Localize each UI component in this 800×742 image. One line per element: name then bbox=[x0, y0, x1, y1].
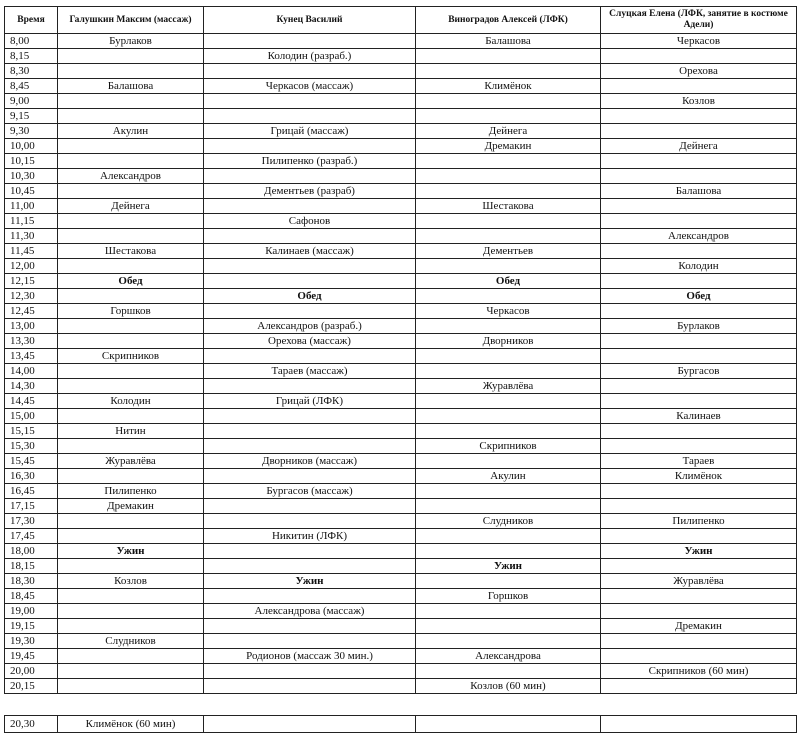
cell-kunets bbox=[204, 274, 416, 289]
time-cell: 16,45 bbox=[5, 484, 58, 499]
cell-galushkin bbox=[58, 649, 204, 664]
cell-vinogradov bbox=[416, 619, 601, 634]
cell-vinogradov: Александрова bbox=[416, 649, 601, 664]
cell-galushkin bbox=[58, 64, 204, 79]
cell-galushkin bbox=[58, 409, 204, 424]
cell-slutskaya bbox=[601, 79, 797, 94]
table-row bbox=[5, 79, 797, 94]
cell-vinogradov bbox=[416, 289, 601, 304]
table-row bbox=[5, 364, 797, 379]
time-cell: 18,30 bbox=[5, 574, 58, 589]
cell-kunets bbox=[204, 139, 416, 154]
cell-kunets bbox=[204, 716, 416, 733]
cell-galushkin: Дремакин bbox=[58, 499, 204, 514]
time-cell: 18,15 bbox=[5, 559, 58, 574]
table-row bbox=[5, 529, 797, 544]
time-cell: 20,15 bbox=[5, 679, 58, 694]
time-cell: 15,30 bbox=[5, 439, 58, 454]
cell-vinogradov bbox=[416, 409, 601, 424]
cell-galushkin: Колодин bbox=[58, 394, 204, 409]
cell-vinogradov: Козлов (60 мин) bbox=[416, 679, 601, 694]
cell-galushkin bbox=[58, 154, 204, 169]
cell-kunets bbox=[204, 34, 416, 49]
cell-slutskaya: Черкасов bbox=[601, 34, 797, 49]
table-row bbox=[5, 559, 797, 574]
time-cell: 12,45 bbox=[5, 304, 58, 319]
header-slutskaya: Слуцкая Елена (ЛФК, занятие в костюме Адели) bbox=[601, 7, 797, 34]
cell-vinogradov bbox=[416, 109, 601, 124]
cell-kunets: Калинаев (массаж) bbox=[204, 244, 416, 259]
schedule-table bbox=[4, 6, 797, 694]
extra-row-table bbox=[4, 715, 797, 733]
cell-galushkin: Климёнок (60 мин) bbox=[58, 716, 204, 733]
table-row bbox=[5, 319, 797, 334]
cell-galushkin: Горшков bbox=[58, 304, 204, 319]
table-row bbox=[5, 394, 797, 409]
cell-galushkin bbox=[58, 319, 204, 334]
table-row bbox=[5, 184, 797, 199]
cell-vinogradov: Черкасов bbox=[416, 304, 601, 319]
header-vinogradov: Виноградов Алексей (ЛФК) bbox=[416, 7, 601, 34]
cell-slutskaya: Дейнега bbox=[601, 139, 797, 154]
cell-vinogradov bbox=[416, 574, 601, 589]
cell-galushkin bbox=[58, 529, 204, 544]
table-row bbox=[5, 34, 797, 49]
cell-galushkin: Ужин bbox=[58, 544, 204, 559]
time-cell: 12,30 bbox=[5, 289, 58, 304]
cell-galushkin: Бурлаков bbox=[58, 34, 204, 49]
cell-slutskaya: Козлов bbox=[601, 94, 797, 109]
time-cell: 12,00 bbox=[5, 259, 58, 274]
header-galushkin: Галушкин Максим (массаж) bbox=[58, 7, 204, 34]
cell-slutskaya: Климёнок bbox=[601, 469, 797, 484]
cell-kunets bbox=[204, 379, 416, 394]
cell-vinogradov bbox=[416, 454, 601, 469]
cell-kunets: Александрова (массаж) bbox=[204, 604, 416, 619]
cell-slutskaya bbox=[601, 499, 797, 514]
cell-slutskaya: Журавлёва bbox=[601, 574, 797, 589]
cell-vinogradov bbox=[416, 716, 601, 733]
time-cell: 13,30 bbox=[5, 334, 58, 349]
time-cell: 16,30 bbox=[5, 469, 58, 484]
cell-slutskaya bbox=[601, 214, 797, 229]
cell-vinogradov bbox=[416, 214, 601, 229]
cell-slutskaya: Дремакин bbox=[601, 619, 797, 634]
table-row bbox=[5, 49, 797, 64]
cell-vinogradov bbox=[416, 349, 601, 364]
cell-slutskaya bbox=[601, 589, 797, 604]
cell-vinogradov bbox=[416, 364, 601, 379]
cell-kunets bbox=[204, 94, 416, 109]
table-row bbox=[5, 169, 797, 184]
cell-slutskaya: Скрипников (60 мин) bbox=[601, 664, 797, 679]
cell-vinogradov: Журавлёва bbox=[416, 379, 601, 394]
cell-slutskaya bbox=[601, 604, 797, 619]
schedule-sheet bbox=[4, 6, 796, 694]
cell-vinogradov bbox=[416, 484, 601, 499]
cell-slutskaya bbox=[601, 559, 797, 574]
header-time: Время bbox=[5, 7, 58, 34]
table-row bbox=[5, 304, 797, 319]
table-row bbox=[5, 454, 797, 469]
cell-slutskaya: Орехова bbox=[601, 64, 797, 79]
cell-kunets bbox=[204, 499, 416, 514]
table-row bbox=[5, 139, 797, 154]
time-cell: 8,00 bbox=[5, 34, 58, 49]
table-row bbox=[5, 514, 797, 529]
cell-kunets bbox=[204, 664, 416, 679]
cell-galushkin: Скрипников bbox=[58, 349, 204, 364]
cell-kunets: Бургасов (массаж) bbox=[204, 484, 416, 499]
cell-vinogradov: Ужин bbox=[416, 559, 601, 574]
cell-slutskaya bbox=[601, 49, 797, 64]
cell-slutskaya bbox=[601, 634, 797, 649]
cell-galushkin: Журавлёва bbox=[58, 454, 204, 469]
time-cell: 17,45 bbox=[5, 529, 58, 544]
table-row bbox=[5, 619, 797, 634]
cell-vinogradov bbox=[416, 64, 601, 79]
cell-galushkin bbox=[58, 664, 204, 679]
time-cell: 15,15 bbox=[5, 424, 58, 439]
table-row bbox=[5, 574, 797, 589]
table-row bbox=[5, 409, 797, 424]
cell-galushkin: Пилипенко bbox=[58, 484, 204, 499]
cell-slutskaya: Александров bbox=[601, 229, 797, 244]
cell-slutskaya bbox=[601, 154, 797, 169]
table-row bbox=[5, 349, 797, 364]
cell-vinogradov bbox=[416, 604, 601, 619]
cell-slutskaya: Балашова bbox=[601, 184, 797, 199]
table-row bbox=[5, 589, 797, 604]
cell-kunets bbox=[204, 199, 416, 214]
table-row bbox=[5, 229, 797, 244]
table-row bbox=[5, 379, 797, 394]
cell-kunets bbox=[204, 469, 416, 484]
cell-slutskaya bbox=[601, 124, 797, 139]
cell-galushkin: Александров bbox=[58, 169, 204, 184]
table-row bbox=[5, 649, 797, 664]
time-cell: 17,30 bbox=[5, 514, 58, 529]
time-cell: 11,15 bbox=[5, 214, 58, 229]
time-cell: 15,00 bbox=[5, 409, 58, 424]
cell-galushkin: Слудников bbox=[58, 634, 204, 649]
cell-slutskaya: Колодин bbox=[601, 259, 797, 274]
time-cell: 11,30 bbox=[5, 229, 58, 244]
table-row bbox=[5, 289, 797, 304]
table-row bbox=[5, 439, 797, 454]
table-row bbox=[5, 484, 797, 499]
header-row bbox=[5, 7, 797, 34]
table-row bbox=[5, 259, 797, 274]
cell-kunets: Грицай (массаж) bbox=[204, 124, 416, 139]
cell-slutskaya: Обед bbox=[601, 289, 797, 304]
cell-galushkin: Дейнега bbox=[58, 199, 204, 214]
cell-slutskaya bbox=[601, 394, 797, 409]
cell-galushkin bbox=[58, 49, 204, 64]
time-cell: 14,30 bbox=[5, 379, 58, 394]
cell-vinogradov: Дремакин bbox=[416, 139, 601, 154]
cell-kunets bbox=[204, 349, 416, 364]
table-row bbox=[5, 64, 797, 79]
cell-galushkin: Шестакова bbox=[58, 244, 204, 259]
cell-kunets bbox=[204, 169, 416, 184]
time-cell: 10,45 bbox=[5, 184, 58, 199]
cell-kunets: Орехова (массаж) bbox=[204, 334, 416, 349]
cell-galushkin bbox=[58, 259, 204, 274]
table-row bbox=[5, 544, 797, 559]
cell-kunets: Сафонов bbox=[204, 214, 416, 229]
cell-vinogradov bbox=[416, 544, 601, 559]
cell-kunets: Черкасов (массаж) bbox=[204, 79, 416, 94]
time-cell: 19,30 bbox=[5, 634, 58, 649]
time-cell: 8,15 bbox=[5, 49, 58, 64]
cell-kunets: Родионов (массаж 30 мин.) bbox=[204, 649, 416, 664]
cell-vinogradov: Дементьев bbox=[416, 244, 601, 259]
cell-slutskaya bbox=[601, 274, 797, 289]
header-kunets: Кунец Василий bbox=[204, 7, 416, 34]
table-row bbox=[5, 274, 797, 289]
table-row bbox=[5, 604, 797, 619]
cell-vinogradov bbox=[416, 229, 601, 244]
time-cell: 10,15 bbox=[5, 154, 58, 169]
table-row bbox=[5, 499, 797, 514]
time-cell: 8,45 bbox=[5, 79, 58, 94]
time-cell: 11,45 bbox=[5, 244, 58, 259]
cell-slutskaya bbox=[601, 169, 797, 184]
cell-slutskaya bbox=[601, 439, 797, 454]
cell-vinogradov bbox=[416, 424, 601, 439]
cell-kunets bbox=[204, 424, 416, 439]
cell-slutskaya bbox=[601, 244, 797, 259]
cell-slutskaya bbox=[601, 334, 797, 349]
cell-vinogradov: Скрипников bbox=[416, 439, 601, 454]
cell-vinogradov bbox=[416, 499, 601, 514]
cell-kunets bbox=[204, 304, 416, 319]
cell-slutskaya: Пилипенко bbox=[601, 514, 797, 529]
time-cell: 15,45 bbox=[5, 454, 58, 469]
cell-galushkin bbox=[58, 619, 204, 634]
cell-galushkin bbox=[58, 184, 204, 199]
table-row bbox=[5, 334, 797, 349]
cell-slutskaya bbox=[601, 304, 797, 319]
cell-vinogradov: Горшков bbox=[416, 589, 601, 604]
time-cell: 20,30 bbox=[5, 716, 58, 733]
cell-galushkin bbox=[58, 514, 204, 529]
cell-slutskaya bbox=[601, 379, 797, 394]
cell-kunets bbox=[204, 109, 416, 124]
cell-vinogradov: Шестакова bbox=[416, 199, 601, 214]
cell-slutskaya: Калинаев bbox=[601, 409, 797, 424]
cell-slutskaya: Бургасов bbox=[601, 364, 797, 379]
cell-galushkin bbox=[58, 589, 204, 604]
cell-kunets: Александров (разраб.) bbox=[204, 319, 416, 334]
cell-kunets bbox=[204, 409, 416, 424]
cell-slutskaya: Тараев bbox=[601, 454, 797, 469]
schedule-body bbox=[5, 34, 797, 694]
table-row bbox=[5, 244, 797, 259]
cell-vinogradov bbox=[416, 184, 601, 199]
cell-kunets bbox=[204, 64, 416, 79]
cell-galushkin bbox=[58, 559, 204, 574]
cell-kunets bbox=[204, 544, 416, 559]
cell-slutskaya bbox=[601, 529, 797, 544]
cell-kunets bbox=[204, 679, 416, 694]
cell-vinogradov bbox=[416, 94, 601, 109]
time-cell: 13,45 bbox=[5, 349, 58, 364]
cell-galushkin bbox=[58, 679, 204, 694]
cell-galushkin bbox=[58, 289, 204, 304]
table-row bbox=[5, 664, 797, 679]
cell-vinogradov: Слудников bbox=[416, 514, 601, 529]
cell-vinogradov: Балашова bbox=[416, 34, 601, 49]
cell-galushkin bbox=[58, 214, 204, 229]
cell-slutskaya bbox=[601, 109, 797, 124]
cell-kunets: Дементьев (разраб) bbox=[204, 184, 416, 199]
cell-slutskaya: Бурлаков bbox=[601, 319, 797, 334]
table-row bbox=[5, 199, 797, 214]
table-row bbox=[5, 214, 797, 229]
cell-kunets bbox=[204, 589, 416, 604]
cell-vinogradov bbox=[416, 394, 601, 409]
cell-vinogradov bbox=[416, 319, 601, 334]
cell-slutskaya bbox=[601, 424, 797, 439]
cell-galushkin: Обед bbox=[58, 274, 204, 289]
time-cell: 18,00 bbox=[5, 544, 58, 559]
cell-kunets: Ужин bbox=[204, 574, 416, 589]
time-cell: 19,00 bbox=[5, 604, 58, 619]
time-cell: 18,45 bbox=[5, 589, 58, 604]
time-cell: 13,00 bbox=[5, 319, 58, 334]
cell-galushkin bbox=[58, 364, 204, 379]
table-row bbox=[5, 109, 797, 124]
cell-galushkin bbox=[58, 604, 204, 619]
time-cell: 10,30 bbox=[5, 169, 58, 184]
cell-vinogradov bbox=[416, 259, 601, 274]
time-cell: 9,00 bbox=[5, 94, 58, 109]
cell-vinogradov bbox=[416, 154, 601, 169]
cell-galushkin: Козлов bbox=[58, 574, 204, 589]
cell-kunets: Грицай (ЛФК) bbox=[204, 394, 416, 409]
cell-galushkin bbox=[58, 229, 204, 244]
cell-kunets: Пилипенко (разраб.) bbox=[204, 154, 416, 169]
time-cell: 14,45 bbox=[5, 394, 58, 409]
table-row bbox=[5, 154, 797, 169]
table-row bbox=[5, 424, 797, 439]
cell-vinogradov: Дейнега bbox=[416, 124, 601, 139]
cell-vinogradov bbox=[416, 49, 601, 64]
time-cell: 19,45 bbox=[5, 649, 58, 664]
time-cell: 8,30 bbox=[5, 64, 58, 79]
cell-vinogradov bbox=[416, 634, 601, 649]
time-cell: 20,00 bbox=[5, 664, 58, 679]
cell-galushkin: Акулин bbox=[58, 124, 204, 139]
cell-slutskaya bbox=[601, 349, 797, 364]
cell-kunets bbox=[204, 229, 416, 244]
time-cell: 9,15 bbox=[5, 109, 58, 124]
cell-kunets bbox=[204, 634, 416, 649]
time-cell: 17,15 bbox=[5, 499, 58, 514]
time-cell: 14,00 bbox=[5, 364, 58, 379]
cell-kunets bbox=[204, 439, 416, 454]
cell-vinogradov: Обед bbox=[416, 274, 601, 289]
cell-kunets: Дворников (массаж) bbox=[204, 454, 416, 469]
cell-galushkin bbox=[58, 334, 204, 349]
table-row bbox=[5, 124, 797, 139]
cell-slutskaya bbox=[601, 484, 797, 499]
cell-vinogradov bbox=[416, 169, 601, 184]
cell-galushkin: Нитин bbox=[58, 424, 204, 439]
cell-slutskaya: Ужин bbox=[601, 544, 797, 559]
cell-kunets bbox=[204, 559, 416, 574]
cell-galushkin bbox=[58, 439, 204, 454]
cell-galushkin: Балашова bbox=[58, 79, 204, 94]
table-row bbox=[5, 716, 797, 733]
cell-kunets bbox=[204, 619, 416, 634]
time-cell: 12,15 bbox=[5, 274, 58, 289]
table-row bbox=[5, 679, 797, 694]
time-cell: 10,00 bbox=[5, 139, 58, 154]
cell-galushkin bbox=[58, 469, 204, 484]
time-cell: 11,00 bbox=[5, 199, 58, 214]
cell-slutskaya bbox=[601, 679, 797, 694]
table-row bbox=[5, 469, 797, 484]
cell-kunets: Никитин (ЛФК) bbox=[204, 529, 416, 544]
cell-kunets bbox=[204, 259, 416, 274]
table-row bbox=[5, 94, 797, 109]
cell-galushkin bbox=[58, 94, 204, 109]
cell-kunets: Обед bbox=[204, 289, 416, 304]
cell-vinogradov bbox=[416, 529, 601, 544]
cell-galushkin bbox=[58, 109, 204, 124]
cell-slutskaya bbox=[601, 716, 797, 733]
cell-slutskaya bbox=[601, 649, 797, 664]
cell-kunets: Тараев (массаж) bbox=[204, 364, 416, 379]
cell-galushkin bbox=[58, 139, 204, 154]
cell-slutskaya bbox=[601, 199, 797, 214]
time-cell: 19,15 bbox=[5, 619, 58, 634]
cell-galushkin bbox=[58, 379, 204, 394]
cell-kunets: Колодин (разраб.) bbox=[204, 49, 416, 64]
cell-vinogradov: Дворников bbox=[416, 334, 601, 349]
cell-vinogradov bbox=[416, 664, 601, 679]
cell-vinogradov: Климёнок bbox=[416, 79, 601, 94]
time-cell: 9,30 bbox=[5, 124, 58, 139]
cell-kunets bbox=[204, 514, 416, 529]
table-row bbox=[5, 634, 797, 649]
cell-vinogradov: Акулин bbox=[416, 469, 601, 484]
